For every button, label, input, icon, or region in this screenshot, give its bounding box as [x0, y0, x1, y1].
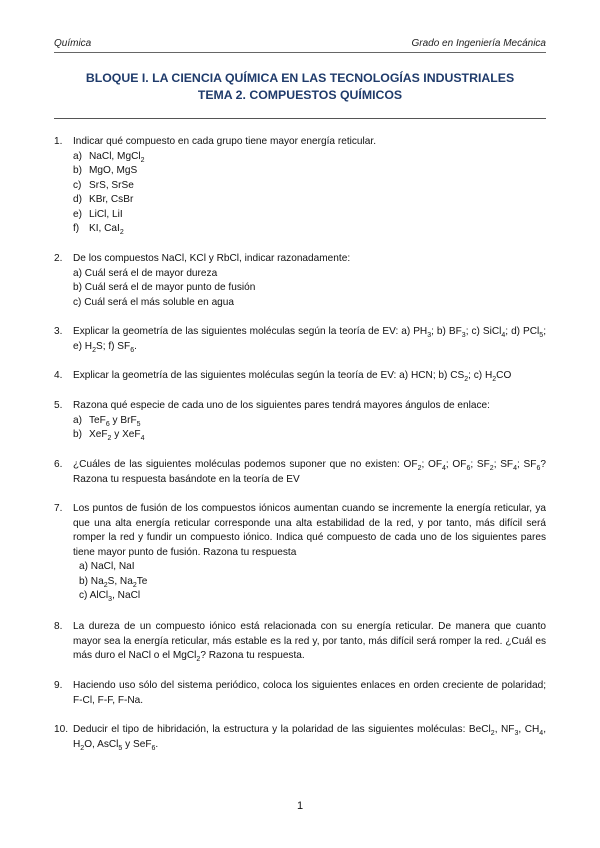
page-number: 1: [296, 800, 304, 812]
question-9: [54, 679, 546, 708]
question-number: 9.: [54, 680, 63, 691]
question-text: Los puntos de fusión de los compuestos iónicos aumentan cuando se incremente la energía reticular, ya que una alta energía reticular corresponde una alta estabilidad de la red, y por tanto, más difícil será romper la red y fundir un compuesto iónico. Indica qué compuesto de cada uno de los siguientes pares tiene mayor punto de fusión. Razona tu respuesta: [73, 503, 546, 558]
header-degree: Grado en Ingeniería Mecánica: [411, 38, 546, 49]
list-item: a) NaCl, NaI: [79, 561, 135, 572]
question-text: Explicar la geometría de las siguientes moléculas según la teoría de EV: a) $PH_3$; b) $BF_3$; c) SiCl$_4$; d) PCl$_5$; e) $H_2S$; f) $SF_6$.: [73, 326, 546, 354]
question-text: Explicar la geometría de las siguientes moléculas según la teoría de EV: a) HCN; b) $CS_2$; c) $H_2CO$: [73, 370, 512, 384]
question-text: Indicar qué compuesto en cada grupo tiene mayor energía reticular.: [73, 136, 376, 147]
question-number: 3.: [54, 326, 63, 337]
question-number: 8.: [54, 621, 63, 632]
question-number: 7.: [54, 503, 63, 514]
question-text: La dureza de un compuesto iónico está relacionada con su energía reticular. De manera que cuanto mayor sea la energía reticular, más estable es la red y, por tanto, más difícil será romper la red. ¿Cuál es más duro el NaCl o el MgCl$_2$? Razona tu respuesta.: [73, 621, 546, 664]
question-1: [54, 135, 546, 237]
list-item: a) NaCl, MgCl$_2$: [73, 150, 145, 164]
list-item: a) Cuál será el de mayor dureza: [73, 267, 218, 279]
question-text: De los compuestos NaCl, KCl y RbCl, indicar razonadamente:: [73, 253, 351, 264]
list-item: e) LiCl, LiI: [73, 208, 123, 220]
question-3: [54, 325, 546, 354]
list-item: a) TeF$_6$ y BrF$_5$: [73, 414, 141, 428]
list-item: d) KBr, CsBr: [73, 194, 134, 205]
question-10: [54, 723, 546, 752]
question-text: Haciendo uso sólo del sistema periódico, coloca los siguientes enlaces en orden creciente de polaridad; F-Cl, F-F, F-Na.: [73, 680, 546, 706]
question-6: [54, 458, 546, 487]
header-divider: [54, 52, 546, 53]
document-title: [54, 70, 546, 104]
title-block: BLOQUE I. LA CIENCIA QUÍMICA EN LAS TECNOLOGÍAS INDUSTRIALES: [85, 71, 515, 85]
title-divider: [54, 118, 546, 119]
question-text: Razona qué especie de cada uno de los siguientes pares tendrá mayores ángulos de enlace:: [73, 400, 490, 411]
question-text: Deducir el tipo de hibridación, la estructura y la polaridad de las siguientes moléculas: BeCl$_2$, $NF_3$, $CH_4$, $H_2O$, AsCl$_5$ y SeF$_6$.: [73, 724, 546, 752]
question-2: [54, 252, 546, 310]
question-text: ¿Cuáles de las siguientes moléculas podemos suponer que no existen: $OF_2$; $OF_4$; $OF_6$; $SF_2$; $SF_4$; $SF_6$? Razona tu respuesta basándote en la teoría de EV: [73, 459, 546, 485]
list-item: c) SrS, SrSe: [73, 179, 134, 191]
question-8: [54, 620, 546, 664]
list-item: b) XeF$_2$ y XeF$_4$: [73, 429, 145, 443]
list-item: f) KI, CaI$_2$: [73, 223, 124, 237]
page-header: [54, 38, 546, 52]
question-number: 6.: [54, 459, 63, 470]
question-number: 2.: [54, 253, 63, 264]
question-number: 5.: [54, 400, 63, 411]
list-item: b) MgO, MgS: [73, 165, 138, 176]
list-item: c) Cuál será el más soluble en agua: [73, 296, 235, 308]
question-number: 10.: [54, 724, 69, 735]
question-4: [54, 369, 546, 384]
list-item: b) Cuál será el de mayor punto de fusión: [73, 282, 256, 293]
question-7: [54, 502, 546, 604]
list-item: b) $Na_2S$, $Na_2Te$: [79, 575, 148, 589]
header-subject: Química: [54, 38, 92, 49]
title-topic: TEMA 2. COMPUESTOS QUÍMICOS: [197, 88, 403, 102]
question-5: [54, 399, 546, 443]
list-item: c) AlCl$_3$, NaCl: [79, 590, 141, 604]
question-number: 4.: [54, 370, 63, 381]
question-number: 1.: [54, 136, 63, 147]
